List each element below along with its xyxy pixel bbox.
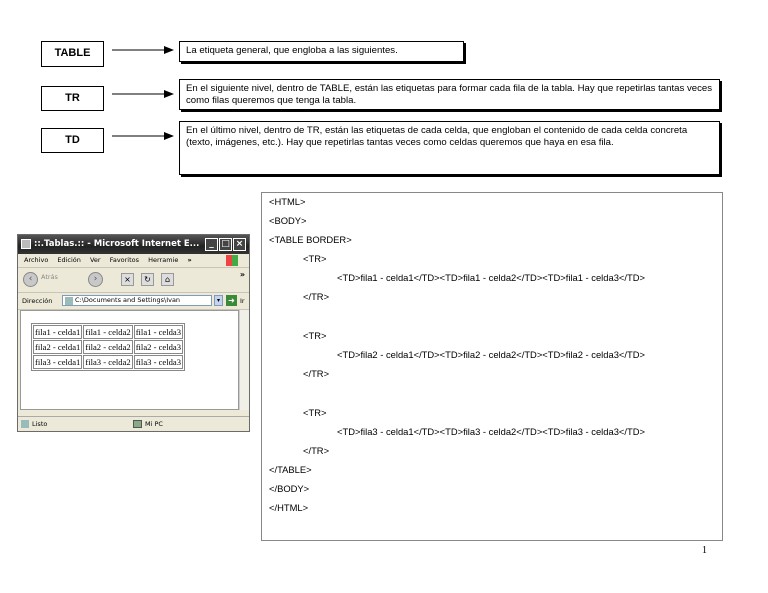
tag-description-box [179, 41, 464, 62]
code-line: </TR> [303, 368, 330, 379]
browser-title: ::.Tablas.:: - Microsoft Internet E... [34, 239, 200, 249]
code-line: <TD>fila3 - celda1</TD><TD>fila3 - celda2</TD><TD>fila3 - celda3</TD> [337, 426, 645, 437]
page-icon [65, 297, 73, 305]
windows-logo-icon [226, 255, 238, 266]
refresh-icon[interactable]: ↻ [141, 273, 154, 286]
menu-edicion[interactable]: Edición [57, 256, 81, 264]
html-code-box [261, 192, 723, 541]
tag-label: TABLE [54, 47, 91, 59]
table-cell: fila3 - celda3 [135, 357, 182, 367]
menu-ver[interactable]: Ver [89, 256, 101, 264]
table-cell: fila1 - celda1 [35, 327, 81, 337]
back-label[interactable]: Atrás [41, 273, 58, 281]
table-cell: fila1 - celda2 [85, 327, 131, 337]
arrow-icon [112, 89, 174, 99]
status-page-icon [21, 420, 29, 428]
go-icon[interactable]: ➜ [226, 295, 237, 306]
toolbar-overflow-icon[interactable]: » [239, 270, 245, 279]
close-icon[interactable]: × [233, 238, 246, 251]
menu-bar [18, 254, 249, 268]
home-icon[interactable]: ⌂ [161, 273, 174, 286]
address-label: Dirección [22, 297, 53, 305]
go-label[interactable]: Ir [240, 297, 245, 305]
browser-window [17, 234, 250, 432]
menu-favoritos[interactable]: Favoritos [109, 256, 140, 264]
maximize-icon[interactable]: □ [219, 238, 232, 251]
address-value: C:\Documents and Settings\Ivan [75, 296, 181, 304]
code-line: <TR> [303, 253, 327, 264]
tag-description: En el siguiente nivel, dentro de TABLE, están las etiquetas para formar cada fila de la tabla. Hay que repetirlas tantas veces como filas queremos que tenga la tabla. [186, 83, 713, 106]
table-cell: fila3 - celda2 [85, 357, 131, 367]
code-line: </BODY> [269, 483, 310, 494]
page-viewport [20, 310, 239, 410]
code-line: <TR> [303, 330, 327, 341]
dropdown-icon[interactable]: ▾ [214, 295, 223, 306]
tag-td-box [41, 128, 104, 153]
vertical-scrollbar[interactable] [239, 310, 249, 410]
address-bar [18, 293, 249, 310]
code-line: </TR> [303, 291, 330, 302]
tag-label: TR [65, 92, 80, 104]
status-bar [18, 416, 249, 431]
table-row [33, 340, 183, 354]
arrow-icon [112, 131, 174, 141]
table-cell: fila3 - celda1 [35, 357, 81, 367]
code-line: <HTML> [269, 196, 306, 207]
code-line: <TR> [303, 407, 327, 418]
address-input[interactable] [62, 295, 212, 306]
table-cell: fila2 - celda2 [85, 342, 131, 352]
table-row [33, 325, 183, 339]
code-line: <BODY> [269, 215, 307, 226]
rendered-table [31, 323, 185, 371]
tag-description-box [179, 121, 720, 175]
tag-label: TD [65, 134, 80, 146]
code-line: <TD>fila2 - celda1</TD><TD>fila2 - celda2</TD><TD>fila2 - celda3</TD> [337, 349, 645, 360]
arrow-icon [112, 45, 174, 55]
zone-text: Mi PC [145, 420, 163, 428]
table-cell: fila2 - celda3 [135, 342, 182, 352]
page-number: 1 [702, 545, 707, 556]
tag-table-box [41, 41, 104, 67]
tag-description-box [179, 79, 720, 110]
computer-icon [133, 420, 142, 428]
code-line: <TABLE BORDER> [269, 234, 352, 245]
browser-title-bar [18, 235, 249, 254]
menu-overflow-icon[interactable]: » [187, 256, 192, 264]
status-text: Listo [32, 420, 48, 428]
table-cell: fila2 - celda1 [35, 342, 81, 352]
menu-archivo[interactable]: Archivo [24, 256, 49, 264]
code-line: <TD>fila1 - celda1</TD><TD>fila1 - celda2</TD><TD>fila1 - celda3</TD> [337, 272, 645, 283]
stop-icon[interactable]: × [121, 273, 134, 286]
table-row [33, 355, 183, 369]
back-icon[interactable]: ‹ [23, 272, 38, 287]
tag-tr-box [41, 86, 104, 111]
menu-herramientas[interactable]: Herramie [148, 256, 179, 264]
minimize-icon[interactable]: _ [205, 238, 218, 251]
code-line: </TR> [303, 445, 330, 456]
code-line: </TABLE> [269, 464, 312, 475]
forward-icon[interactable]: › [88, 272, 103, 287]
tag-description: En el último nivel, dentro de TR, están las etiquetas de cada celda, que engloban el contenido de cada celda concreta (texto, imágenes, etc.). Hay que repetirlas tantas veces como celdas queremos que haya en esa fila. [186, 125, 688, 148]
code-line: </HTML> [269, 502, 309, 513]
table-cell: fila1 - celda3 [135, 327, 182, 337]
ie-page-icon [21, 239, 31, 249]
tag-description: La etiqueta general, que engloba a las siguientes. [186, 45, 398, 56]
toolbar [18, 268, 249, 293]
